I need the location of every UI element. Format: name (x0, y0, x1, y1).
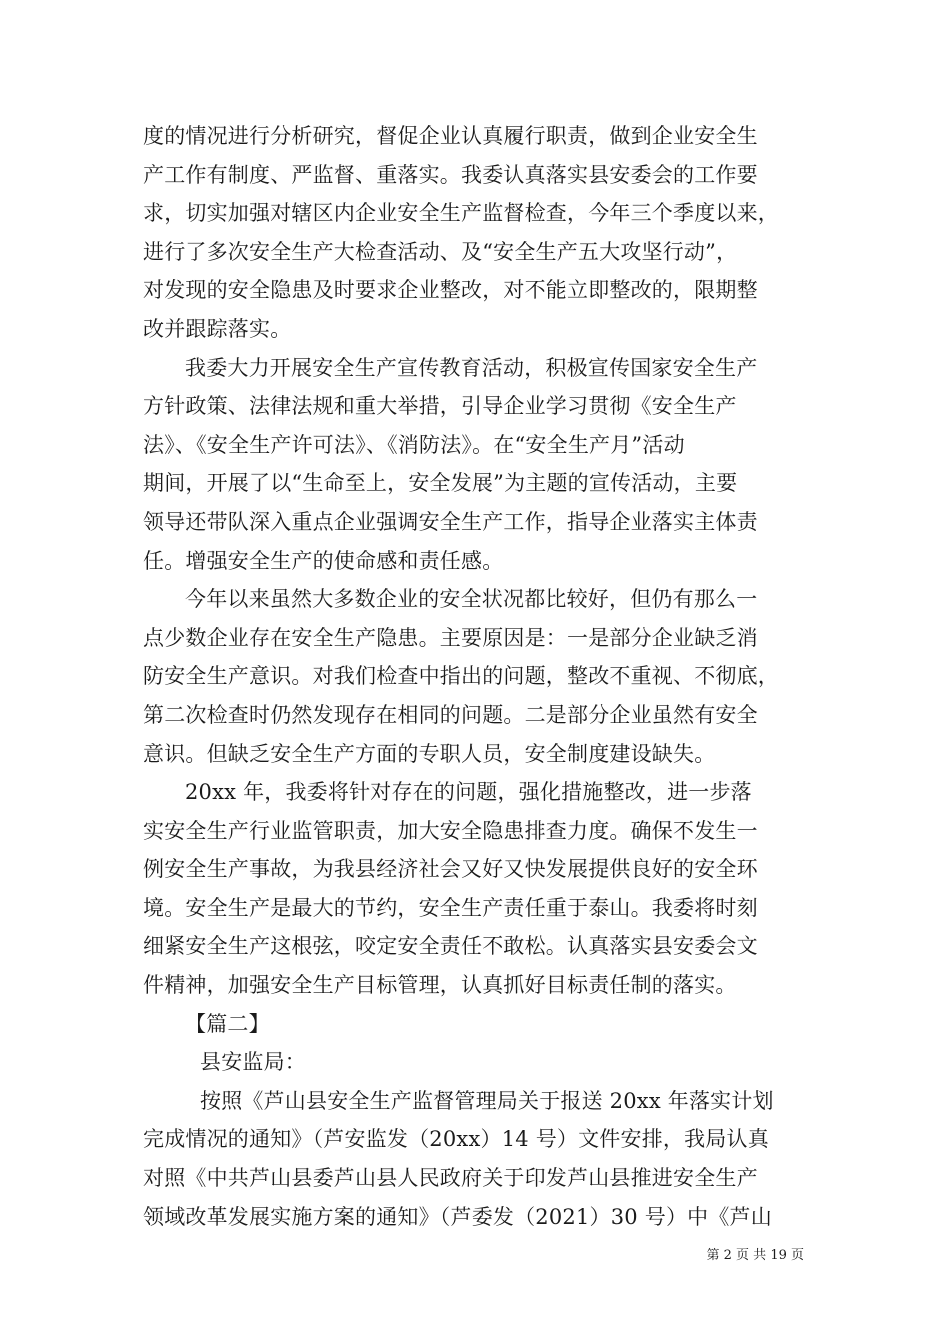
text-line: 防安全生产意识。对我们检查中指出的问题，整改不重视、不彻底， (143, 664, 779, 689)
text-line: 方针政策、法律法规和重大举措，引导企业学习贯彻《安全生产 (143, 394, 737, 419)
text-line: 对照《中共芦山县委芦山县人民政府关于印发芦山县推进安全生产 (143, 1166, 758, 1191)
text-line: 件精神，加强安全生产目标管理，认真抓好目标责任制的落实。 (143, 973, 737, 998)
text-line: 改并跟踪落实。 (143, 316, 292, 341)
text-line: 实安全生产行业监管职责，加大安全隐患排查力度。确保不发生一 (143, 818, 758, 843)
text-line: 细紧安全生产这根弦，咬定安全责任不敢松。认真落实县安委会文 (143, 934, 758, 959)
text-line: 法》、《安全生产许可法》、《消防法》。在“安全生产月”活动 (143, 432, 685, 457)
page-number-footer: 第 2 页 共 19 页 (706, 1248, 804, 1263)
section-heading: 【篇二】 (185, 1011, 270, 1036)
text-line: 第二次检查时仍然发现存在相同的问题。二是部分企业虽然有安全 (143, 702, 758, 727)
text-line: 领导还带队深入重点企业强调安全生产工作，指导企业落实主体责 (143, 509, 758, 534)
paragraph-start-line: 我委大力开展安全生产宣传教育活动，积极宣传国家安全生产 (185, 355, 758, 380)
paragraph-start-line: 按照《芦山县安全生产监督管理局关于报送 20xx 年落实计划 (200, 1088, 774, 1113)
text-line: 境。安全生产是最大的节约，安全生产责任重于泰山。我委将时刻 (143, 895, 758, 920)
paragraph-start-line: 20xx 年，我委将针对存在的问题，强化措施整改，进一步落 (185, 780, 752, 805)
text-line: 点少数企业存在安全生产隐患。主要原因是：一是部分企业缺乏消 (143, 625, 758, 650)
text-line: 例安全生产事故，为我县经济社会又好又快发展提供良好的安全环 (143, 857, 758, 882)
text-line: 完成情况的通知》（芦安监发（20xx）14 号）文件安排，我局认真 (143, 1127, 769, 1152)
text-line: 期间，开展了以“生命至上，安全发展”为主题的宣传活动，主要 (143, 471, 738, 496)
document-body (143, 117, 823, 1236)
addressee-line: 县安监局： (200, 1050, 306, 1075)
text-line: 任。增强安全生产的使命感和责任感。 (143, 548, 504, 573)
text-line: 领域改革发展实施方案的通知》（芦委发（2021）30 号）中《芦山 (143, 1204, 772, 1229)
text-line: 产工作有制度、严监督、重落实。我委认真落实县安委会的工作要 (143, 162, 758, 187)
text-line: 意识。但缺乏安全生产方面的专职人员，安全制度建设缺失。 (143, 741, 716, 766)
text-line: 对发现的安全隐患及时要求企业整改，对不能立即整改的，限期整 (143, 278, 758, 303)
text-line: 度的情况进行分析研究，督促企业认真履行职责，做到企业安全生 (143, 124, 758, 148)
paragraph-start-line: 今年以来虽然大多数企业的安全状况都比较好，但仍有那么一 (185, 587, 758, 612)
text-line: 求，切实加强对辖区内企业安全生产监督检查，今年三个季度以来， (143, 201, 779, 226)
text-line: 进行了多次安全生产大检查活动、及“安全生产五大攻坚行动”， (143, 239, 738, 264)
